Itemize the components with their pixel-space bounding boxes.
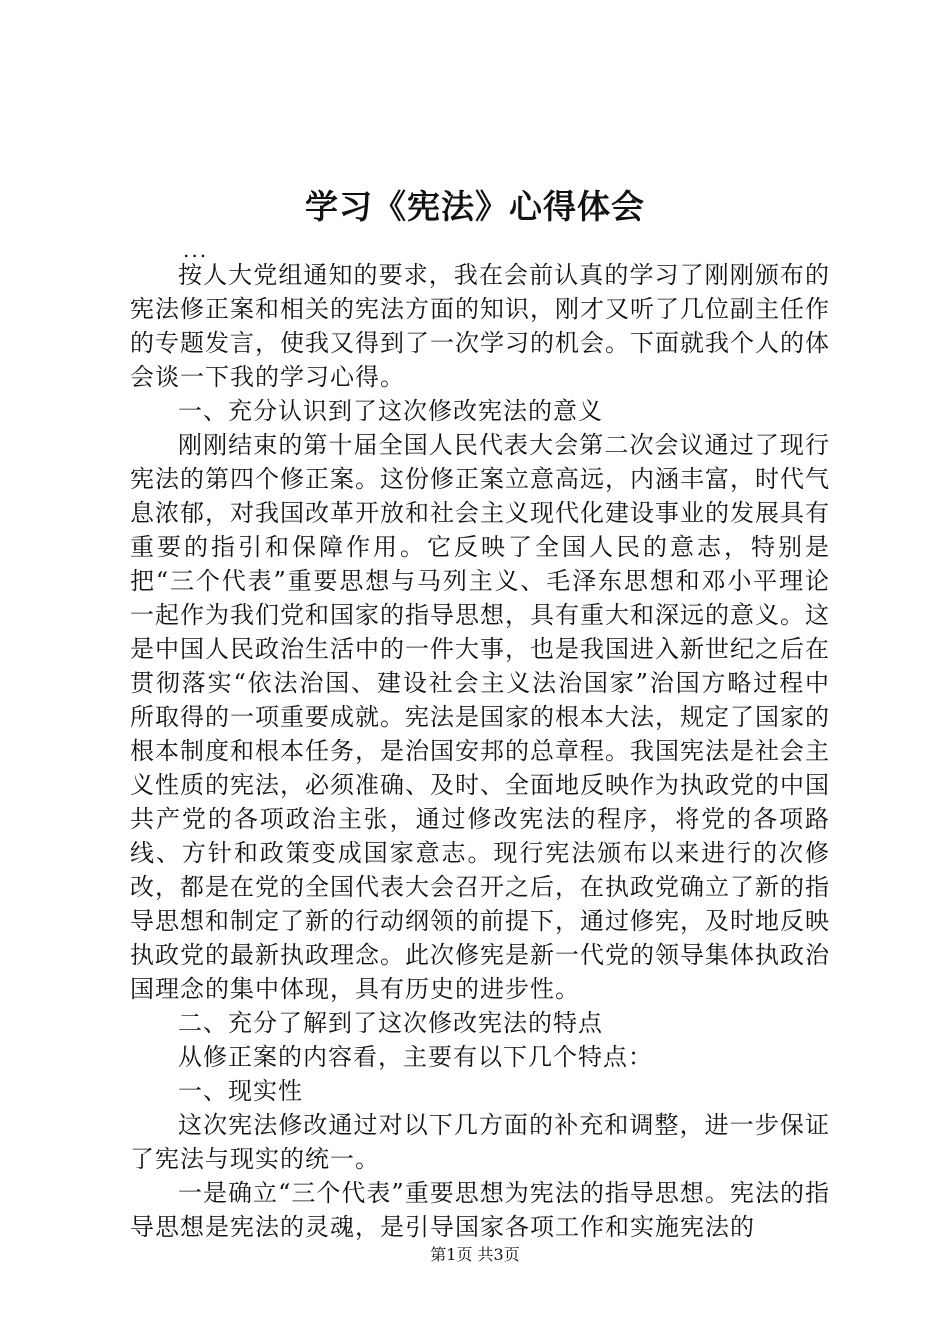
document-body: [130, 258, 830, 1244]
paragraph: 一是确立“三个代表”重要思想为宪法的指导思想。宪法的指导思想是宪法的灵魂，是引导国家各项工作和实施宪法的: [130, 1179, 830, 1241]
paragraph: 刚刚结束的第十届全国人民代表大会第二次会议通过了现行宪法的第四个修正案。这份修正案立意高远，内涵丰富，时代气息浓郁，对我国改革开放和社会主义现代化建设事业的发展具有重要的指引和保障作用。它反映了全国人民的意志，特别是把“三个代表”重要思想与马列主义、毛泽东思想和邓小平理论一起作为我们党和国家的指导思想，具有重大和深远的意义。这是中国人民政治生活中的一件大事，也是我国进入新世纪之后在贯彻落实“依法治国、建设社会主义法治国家”治国方略过程中所取得的一项重要成就。宪法是国家的根本大法，规定了国家的根本制度和根本任务，是治国安邦的总章程。我国宪法是社会主义性质的宪法，必须准确、及时、全面地反映作为执政党的中国共产党的各项政治主张，通过修改宪法的程序，将党的各项路线、方针和政策变成国家意志。现行宪法颁布以来进行的次修改，都是在党的全国代表大会召开之后，在执政党确立了新的指导思想和制定了新的行动纲领的前提下，通过修宪，及时地反映执政党的最新执政理念。此次修宪是新一代党的领导集体执政治国理念的集中体现，具有历史的进步性。: [130, 431, 830, 1003]
subsection-heading: 一、现实性: [178, 1077, 303, 1105]
document-title: 学习《宪法》心得体会: [305, 187, 645, 226]
paragraph: 从修正案的内容看，主要有以下几个特点：: [178, 1043, 653, 1071]
section-heading: 二、充分了解到了这次修改宪法的特点: [178, 1009, 603, 1037]
paragraph: 这次宪法修改通过对以下几方面的补充和调整，进一步保证了宪法与现实的统一。: [130, 1111, 830, 1173]
paragraph: 按人大党组通知的要求，我在会前认真的学习了刚刚颁布的宪法修正案和相关的宪法方面的知识，刚才又听了几位副主任作的专题发言，使我又得到了一次学习的机会。下面就我个人的体会谈一下我的学习心得。: [130, 261, 830, 391]
ellipsis-marker: ...: [183, 238, 209, 262]
page-footer: 第1页 共3页: [430, 1245, 520, 1264]
section-heading: 一、充分认识到了这次修改宪法的意义: [178, 397, 603, 425]
